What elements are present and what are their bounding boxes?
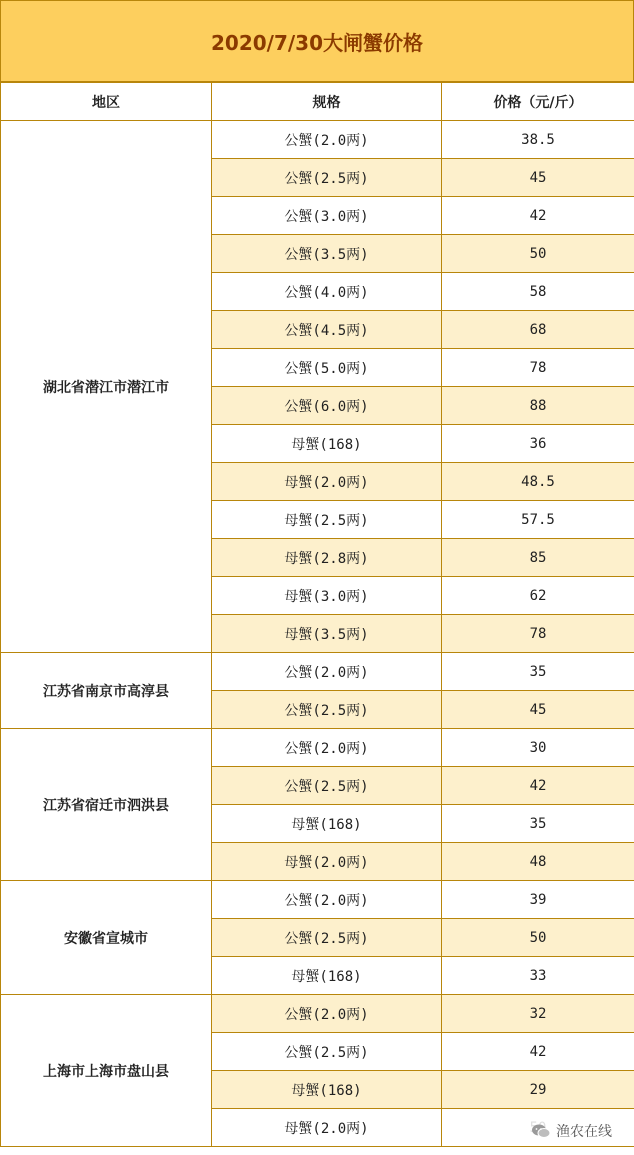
spec-cell: 母蟹(2.0两): [212, 463, 442, 501]
spec-cell: 母蟹(3.0两): [212, 577, 442, 615]
price-cell: 45: [442, 691, 634, 729]
header-spec: 规格: [212, 83, 442, 121]
spec-cell: 母蟹(2.8两): [212, 539, 442, 577]
region-cell: 安徽省宣城市: [1, 881, 212, 995]
spec-cell: 母蟹(168): [212, 1071, 442, 1109]
price-table: [0, 82, 634, 1147]
region-cell: 上海市上海市盘山县: [1, 995, 212, 1147]
region-cell: 湖北省潜江市潜江市: [1, 121, 212, 653]
spec-cell: 母蟹(2.0两): [212, 843, 442, 881]
table-row: [1, 881, 634, 919]
price-cell: 42: [442, 1033, 634, 1071]
price-cell: 48.5: [442, 463, 634, 501]
header-region: 地区: [1, 83, 212, 121]
spec-cell: 公蟹(3.0两): [212, 197, 442, 235]
spec-cell: 公蟹(5.0两): [212, 349, 442, 387]
price-cell: 38.5: [442, 121, 634, 159]
price-cell: 58: [442, 273, 634, 311]
spec-cell: 公蟹(2.0两): [212, 653, 442, 691]
price-cell: 30: [442, 729, 634, 767]
spec-cell: 母蟹(2.0两): [212, 1109, 442, 1147]
price-cell: 88: [442, 387, 634, 425]
spec-cell: 公蟹(2.0两): [212, 121, 442, 159]
price-cell: 35: [442, 805, 634, 843]
spec-cell: 母蟹(168): [212, 425, 442, 463]
price-cell: 57.5: [442, 501, 634, 539]
price-cell: 50: [442, 919, 634, 957]
table-body: [1, 121, 634, 1147]
spec-cell: 公蟹(6.0两): [212, 387, 442, 425]
spec-cell: 公蟹(4.5两): [212, 311, 442, 349]
price-cell: 39: [442, 881, 634, 919]
price-cell: 32: [442, 995, 634, 1033]
table-row: [1, 653, 634, 691]
spec-cell: 公蟹(2.0两): [212, 995, 442, 1033]
header-price: 价格（元/斤）: [442, 83, 634, 121]
table-header-row: [1, 83, 634, 121]
price-cell: 85: [442, 539, 634, 577]
price-cell: 48: [442, 843, 634, 881]
spec-cell: 公蟹(2.5两): [212, 159, 442, 197]
price-cell: 29: [442, 1071, 634, 1109]
spec-cell: 母蟹(168): [212, 805, 442, 843]
spec-cell: 公蟹(2.5两): [212, 919, 442, 957]
price-cell: 45: [442, 159, 634, 197]
watermark: [527, 1119, 616, 1143]
price-cell: 42: [442, 767, 634, 805]
table-row: [1, 995, 634, 1033]
price-cell: 78: [442, 615, 634, 653]
price-cell: 68: [442, 311, 634, 349]
spec-cell: 公蟹(2.0两): [212, 729, 442, 767]
region-cell: 江苏省宿迁市泗洪县: [1, 729, 212, 881]
spec-cell: 公蟹(4.0两): [212, 273, 442, 311]
price-cell: 35: [442, 653, 634, 691]
spec-cell: 母蟹(3.5两): [212, 615, 442, 653]
price-cell: 36: [442, 425, 634, 463]
region-cell: 江苏省南京市高淳县: [1, 653, 212, 729]
price-cell: 42: [442, 197, 634, 235]
spec-cell: 公蟹(2.5两): [212, 691, 442, 729]
price-cell: 33: [442, 957, 634, 995]
spec-cell: 公蟹(3.5两): [212, 235, 442, 273]
spec-cell: 公蟹(2.5两): [212, 767, 442, 805]
price-cell: 62: [442, 577, 634, 615]
watermark-text: 渔农在线: [556, 1124, 612, 1140]
price-cell: 50: [442, 235, 634, 273]
page-title: 2020/7/30大闸蟹价格: [0, 0, 634, 82]
spec-cell: 母蟹(168): [212, 957, 442, 995]
wechat-icon: [531, 1123, 551, 1139]
spec-cell: 公蟹(2.0两): [212, 881, 442, 919]
table-row: [1, 121, 634, 159]
spec-cell: 公蟹(2.5两): [212, 1033, 442, 1071]
price-cell: 78: [442, 349, 634, 387]
spec-cell: 母蟹(2.5两): [212, 501, 442, 539]
table-row: [1, 729, 634, 767]
